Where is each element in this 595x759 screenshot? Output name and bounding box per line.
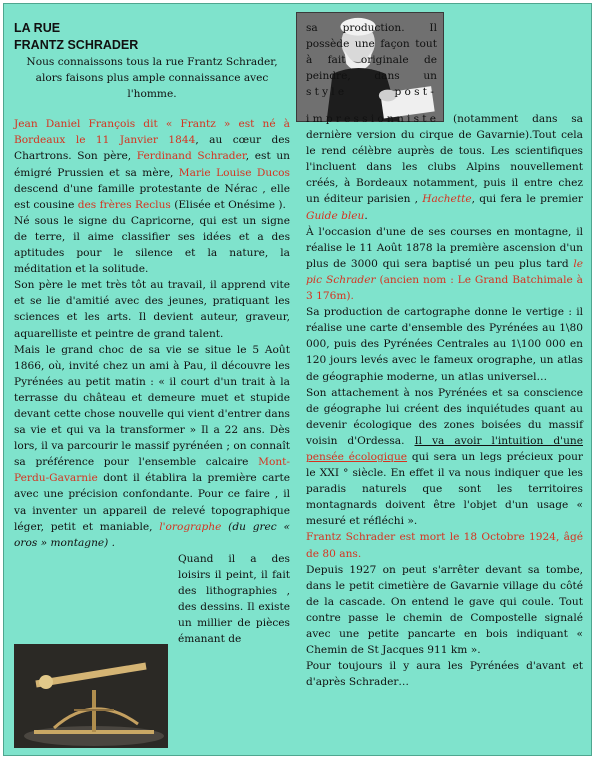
pyrenees-text-1: Mais le grand choc de sa vie se situe le 5 Août 1866, où, invité chez un ami à Pau, il découvre les Pyrénées au petit matin : « il court d'un trait à la terrasse du château et demeure muet et stupide devant cette chose nouvelle qui vient d'entrer dans sa vie et qui va la transformer » Il a 22 ans. Dès lors, il va parcourir le massif pyrénéen ; on connaît sa préférence pour l'ensemble calcaire xyxy=(14,343,290,469)
father-name: Ferdinand Schrader xyxy=(136,150,246,163)
instrument-spacer xyxy=(14,551,172,655)
leisure-text: Quand il a des loisirs il peint, il fait des lithographies , des dessins. Il existe un millier de pièces émanant de xyxy=(178,552,290,646)
birth-text-3: descend d'une famille protestante de Nérac , elle est cousine xyxy=(14,182,290,211)
orographe-term: l'orographe xyxy=(159,520,222,533)
intro-paragraph: Nous connaissons tous la rue Frantz Schrader, alors faisons plus ample connaissance avec l'homme. xyxy=(26,56,278,101)
intuition-phrase: Il va avoir l'intuition d'une xyxy=(414,434,583,447)
pic-schrader: le pic Schrader xyxy=(306,257,583,286)
left-column xyxy=(14,20,290,655)
paragraph-capricorn: Né sous le signe du Capricorne, qui est un signe de terre, il aime classifier ses idées et a des aptitudes pour le silence et la nature, la méditation et la solitude. xyxy=(14,214,290,276)
pyrenees-text-2: dont il établira la première carte avec une précision confondante. Pour ce faire , il va inventer un appareil de relevé topographique léger, petit et maniable, xyxy=(14,472,290,533)
reclus-brothers: des frères Reclus xyxy=(77,198,171,211)
right-column xyxy=(306,20,583,690)
pic-old-name: (ancien nom : Le Grand Batchimale à 3 176m). xyxy=(306,273,583,303)
production-text-1: sa production. Il possède une façon tout à fait originale de peindre, dans un xyxy=(306,22,437,83)
paragraph-production xyxy=(306,20,583,224)
mont-perdu-gavarnie: Mont-Perdu-Gavarnie xyxy=(14,456,290,485)
paragraph-ascension xyxy=(306,224,583,304)
paragraph-closing: Pour toujours il y aura les Pyrénées d'avant et d'après Schrader… xyxy=(306,660,583,689)
paragraph-death: Frantz Schrader est mort le 18 Octobre 1924, âgé de 80 ans. xyxy=(306,531,583,560)
guide-bleu-name: Guide bleu xyxy=(306,209,365,222)
title-line-1: LA RUE xyxy=(14,21,61,35)
orographe-instrument-photo xyxy=(14,644,168,748)
paragraph-cartography: Sa production de cartographe donne le vertige : il réalise une carte d'ensemble des Pyrénées au 1\80 000, puis des Pyrénées Centrales au 1\100 000 en 120 jours levés avec le fameux orographe, un atlas de géographie moderne, un atlas universel… xyxy=(306,306,583,383)
production-text-4: . xyxy=(364,209,368,222)
pyrenees-text-3: (du grec « oros » montagne) . xyxy=(14,520,290,549)
birth-text-4: (Elisée et Onésime ). xyxy=(170,198,286,211)
production-text-3: , qui fera le premier xyxy=(471,193,583,206)
birth-text-2: , est un émigré Prussien et sa mère, xyxy=(14,150,290,179)
paragraph-youth: Son père le met très tôt au travail, il apprend vite et se lie d'amitié avec des jeunes, pratiquant les sciences et les arts. Il devient auteur, graveur, aquarelliste et peintre de grand talent. xyxy=(14,279,290,340)
portrait-spacer xyxy=(443,4,591,111)
title-line-2: FRANTZ SCHRADER xyxy=(14,38,139,52)
hachette-name: Hachette xyxy=(422,193,472,206)
style-term: style post-impressionniste xyxy=(306,86,440,125)
birth-highlight: Jean Daniel François dit « Frantz » est né à Bordeaux le 11 Janvier 1844 xyxy=(14,118,290,147)
paragraph-birth xyxy=(14,116,290,213)
ecology-text-2: qui sera un legs précieux pour le XXI ° siècle. En effet il va nous indiquer que les paradis naturels que sont les territoires montagnards doivent être l'objet d'un usage « mesuré et réfléchi ». xyxy=(306,450,583,528)
paragraph-tomb: Depuis 1927 on peut s'arrêter devant sa tombe, dans le petit cimetière de Gavarnie village du côté de la cascade. On entend le gave qui coule. Tout contre passe le chemin de Compostelle signalé avec une petite pancarte en bois indiquant « Chemin de St Jacques 911 km ». xyxy=(306,563,583,657)
mother-name: Marie Louise Ducos xyxy=(178,166,290,179)
article-page xyxy=(3,3,592,756)
ascension-text-1: À l'occasion d'une de ses courses en montagne, il réalise le 11 Août 1878 la première ascension d'un plus de 3000 qui sera baptisé un peu plus tard xyxy=(306,225,583,270)
birth-text-1: , au cœur des Chartrons. Son père, xyxy=(14,134,290,163)
production-text-2: (notamment dans sa dernière version du cirque de Gavarnie).Tout cela le rend célèbre auprès de tous. Les scientifiques l'incluent dans les clubs Alpins nouvellement créés, à Bordeaux notamment, puis il entre chez un éditeur parisien , xyxy=(306,113,583,206)
pensee-ecologique: pensée écologique xyxy=(306,450,408,463)
paragraph-leisure xyxy=(14,551,290,648)
ecology-text-1: Son attachement à nos Pyrénées et sa conscience de géographe lui créent des inquiétudes quant au devenir écologique des zones boisées du massif voisin d'Ordessa. xyxy=(306,386,583,447)
article-title xyxy=(14,20,290,54)
paragraph-ecology xyxy=(306,385,583,530)
paragraph-pyrenees xyxy=(14,342,290,551)
